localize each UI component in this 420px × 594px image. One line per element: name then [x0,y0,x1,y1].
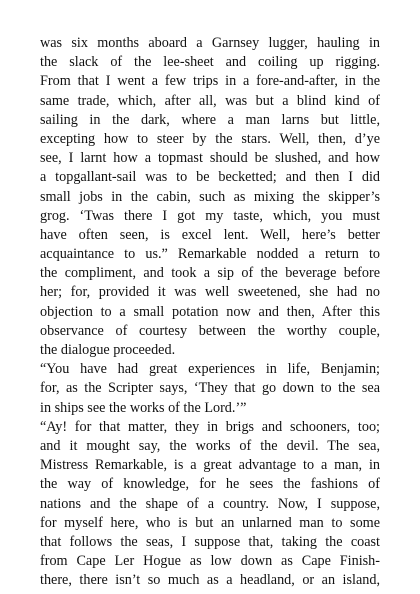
text-line: see, I larnt how a topmast should be slushed, and how [40,150,380,167]
text-line: From that I went a few trips in a fore-and-after, in the [40,73,380,90]
text-line: the slack of the lee-sheet and coiling up rigging. [40,54,380,71]
text-line: small jobs in the cabin, such as mixing the skipper’s [40,188,380,205]
text-line: sailing in the dark, where a man larns but little, [40,111,380,128]
text-line: and it mought say, the works of the devil. The sea, [40,437,380,454]
text-line: the way of knowledge, for he sees the fashions of [40,476,380,493]
text-line: the compliment, and took a sip of the beverage before [40,265,380,282]
text-line: was six months aboard a Garnsey lugger, hauling in [40,35,380,51]
text-line: “You have had great experiences in life, Benjamin; [40,361,380,378]
text-line: objection to a small potation now and then, After this [40,303,380,320]
text-line: for, as the Scripter says, ‘They that go down to the sea [40,380,380,397]
text-line: a topgallant-sail was to be becketted; and then I did [40,169,380,186]
text-line: from Cape Ler Hogue as low down as Cape Finish- [40,553,380,570]
text-line: there, there isn’t so much as a headland, or an island, [40,572,380,589]
text-line: grog. ‘Twas there I got my taste, which, you must [40,207,380,224]
text-line: have often seen, is excel lent. Well, here’s better [40,226,380,243]
text-line: excepting how to steer by the stars. Well, then, d’ye [40,130,380,147]
text-line: her; for, provided it was well sweetened, she had no [40,284,380,301]
text-line: acquaintance to us.” Remarkable nodded a return to [40,246,380,263]
text-line: for myself here, who is but an unlarned man to some [40,514,380,531]
text-line: Mistress Remarkable, is a great advantage to a man, in [40,457,380,474]
text-line: nations and the shape of a country. Now, I suppose, [40,495,380,512]
text-line: observance of courtesy between the worthy couple, [40,322,380,339]
paragraph-end-line: the dialogue proceeded. [40,342,176,358]
text-line: “Ay! for that matter, they in brigs and schooners, too; [40,418,380,435]
text-line: that follows the seas, I suppose that, taking the coast [40,533,380,550]
text-line: same trade, which, after all, was but a blind kind of [40,92,380,109]
paragraph-end-line: in ships see the works of the Lord.’” [40,399,247,416]
body-text [40,34,380,590]
